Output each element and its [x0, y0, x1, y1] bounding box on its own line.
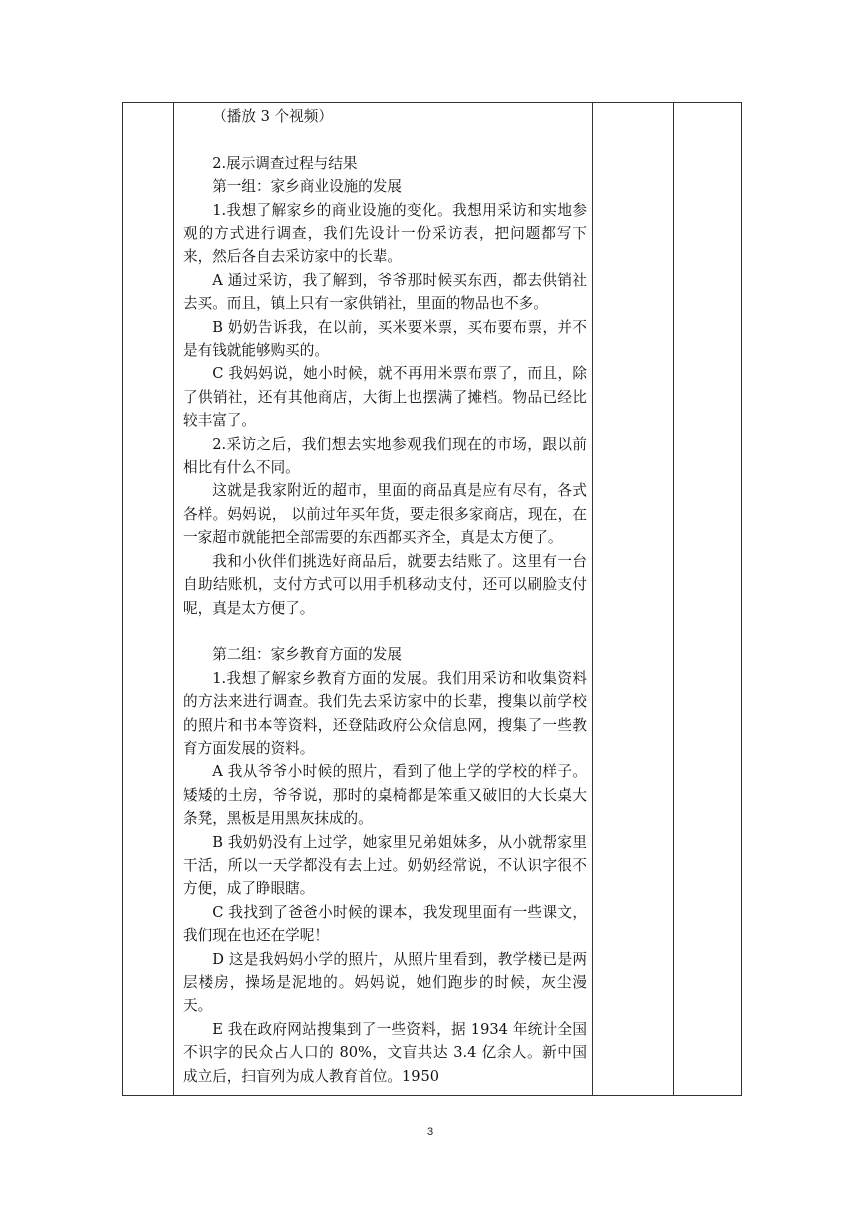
paragraph: （播放 3 个视频） — [212, 108, 333, 125]
paragraph: C 我找到了爸爸小时候的课本，我发现里面有一些课文，我们现在也还在学呢！ — [183, 903, 587, 945]
paragraph: B 奶奶告诉我，在以前，买米要米票，买布要布票，并不是有钱就能够购买的。 — [183, 318, 587, 360]
paragraph: A 通过采访，我了解到，爷爷那时候买东西，都去供销社去买。而且，镇上只有一家供销社，里面的物品也不多。 — [183, 271, 587, 313]
paragraph: E 我在政府网站搜集到了一些资料，据 1934 年统计全国不识字的民众占人口的 80%，文盲共达 3.4 亿余人。新中国成立后，扫盲列为成人教育首位。1950 — [183, 1020, 587, 1085]
table-cell-right-1 — [593, 103, 674, 1096]
paragraph: 2.采访之后，我们想去实地参观我们现在的市场，跟以前相比有什么不同。 — [183, 435, 587, 477]
paragraph: 第一组：家乡商业设施的发展 — [212, 178, 402, 196]
lesson-table — [122, 102, 742, 1096]
table-row — [123, 103, 742, 1096]
paragraph: 我和小伙伴们挑选好商品后，就要去结账了。这里有一台自助结账机，支付方式可以用手机移动支付，还可以刷脸支付呢，真是太方便了。 — [183, 552, 587, 617]
paragraph: C 我妈妈说，她小时候，就不再用米票布票了，而且，除了供销社，还有其他商店，大街上也摆满了摊档。物品已经比较丰富了。 — [183, 365, 587, 430]
paragraph: 第二组：家乡教育方面的发展 — [212, 646, 402, 664]
blank-line — [183, 128, 587, 151]
paragraph: 1.我想了解家乡的商业设施的变化。我想用采访和实地参观的方式进行调查，我们先设计一份采访表，把问题都写下来，然后各自去采访家中的长辈。 — [183, 201, 587, 266]
page-number: 3 — [426, 1126, 434, 1138]
table-cell-left — [123, 103, 174, 1096]
table-cell-right-2 — [674, 103, 742, 1096]
paragraph: 1.我想了解家乡教育方面的发展。我们用采访和收集资料的方法来进行调查。我们先去采访家中的长辈，搜集以前学校的照片和书本等资料，还登陆政府公众信息网，搜集了一些教育方面发展的资料。 — [183, 669, 587, 757]
paragraph: 2.展示调查过程与结果 — [212, 154, 358, 172]
paragraph: B 我奶奶没有上过学，她家里兄弟姐妹多，从小就帮家里干活，所以一天学都没有去上过。奶奶经常说，不认识字很不方便，成了睁眼瞎。 — [183, 833, 587, 898]
paragraph: A 我从爷爷小时候的照片，看到了他上学的学校的样子。矮矮的土房，爷爷说，那时的桌椅都是笨重又破旧的大长桌大条凳，黑板是用黑灰抹成的。 — [183, 763, 587, 828]
blank-line — [183, 620, 587, 643]
paragraph: 这就是我家附近的超市，里面的商品真是应有尽有，各式各样。妈妈说， 以前过年买年货，要走很多家商店，现在，在一家超市就能把全部需要的东西都买齐全，真是太方便了。 — [183, 482, 587, 547]
lesson-content — [174, 103, 592, 1088]
paragraph: D 这是我妈妈小学的照片，从照片里看到，教学楼已是两层楼房，操场是泥地的。妈妈说，她们跑步的时候，灰尘漫天。 — [183, 950, 587, 1015]
table-cell-content — [174, 103, 593, 1096]
